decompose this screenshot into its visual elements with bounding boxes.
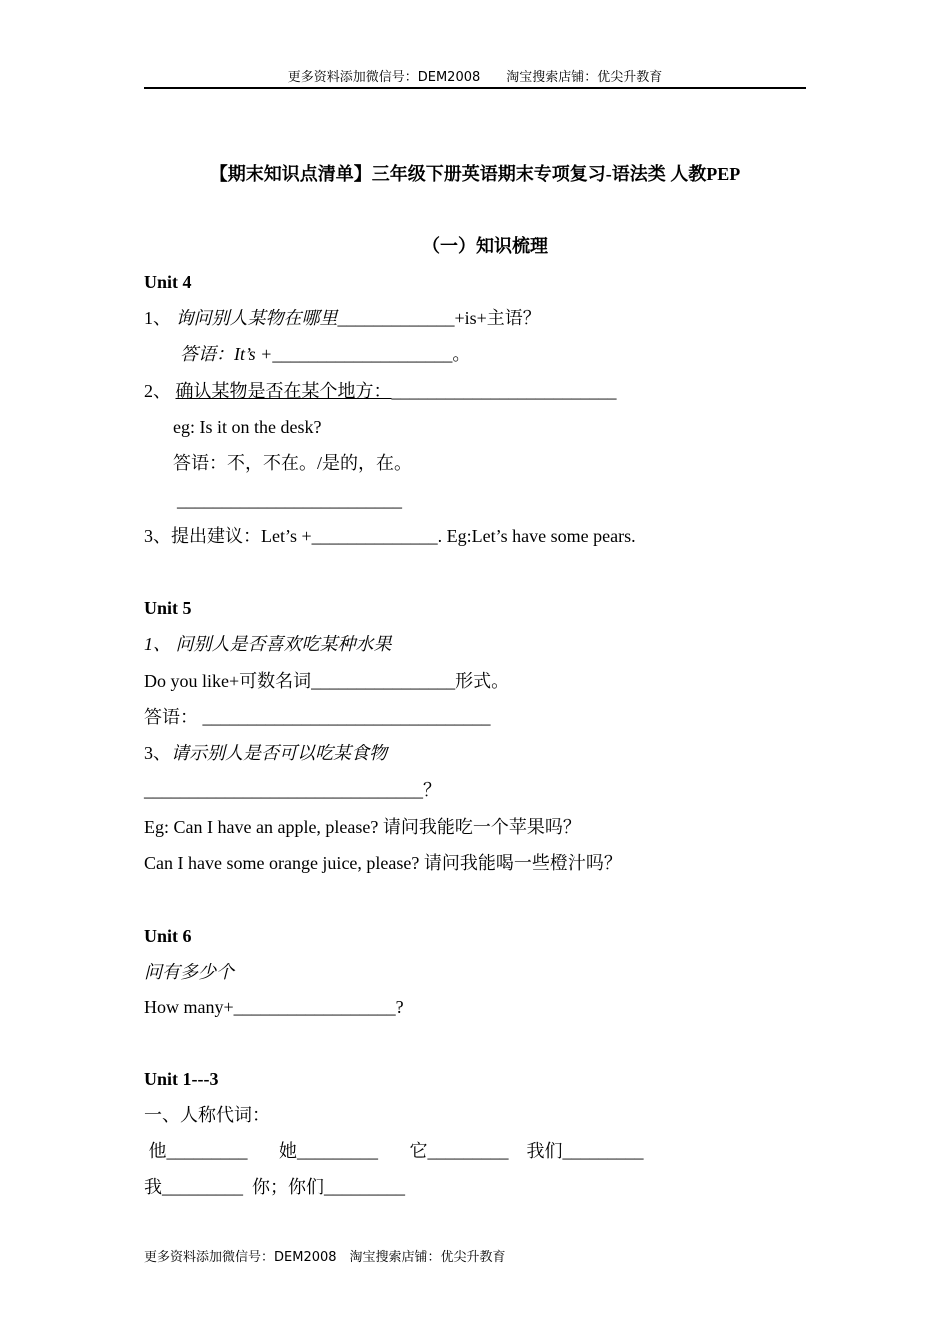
unit5-example-1: Eg: Can I have an apple, please? 请问我能吃一个苹果吗？ [144, 817, 581, 837]
unit5-q3 [144, 741, 387, 765]
unit4-q2-example: eg: Is it on the desk? [173, 417, 322, 437]
unit4-q2-text: 确认某物是否在某个地方： [175, 381, 392, 401]
header-divider [144, 87, 806, 89]
unit4-heading: Unit 4 [144, 272, 192, 292]
page-header: 更多资料添加微信号：DEM2008 淘宝搜索店铺：优尖升教育 [287, 70, 663, 85]
unit5-q3-blank: _______________________________？ [144, 780, 441, 800]
unit5-q1-number: 1、 [144, 634, 176, 654]
unit4-q2-number: 2、 [144, 381, 176, 401]
unit4-q2-tail: _________________________ [391, 381, 617, 401]
unit4-q1-answer-tail: ____________________。 [272, 344, 471, 364]
unit4-q2-answer: 答语：不，不在。/是的，在。 [173, 453, 412, 473]
unit5-example-2: Can I have some orange juice, please? 请问我能喝一些橙汁吗？ [144, 853, 622, 873]
unit4-q1 [144, 306, 541, 330]
unit5-heading: Unit 5 [144, 598, 192, 618]
unit6-heading: Unit 6 [144, 926, 192, 946]
unit5-q1-text: 问别人是否喜欢吃某种水果 [175, 634, 392, 654]
unit5-q3-number: 3、 [144, 743, 171, 763]
unit4-q1-tail: _____________+is+主语？ [337, 308, 541, 328]
unit4-q1-answer-label: 答语： [180, 344, 234, 364]
unit4-q1-text: 询问别人某物在哪里 [175, 308, 338, 328]
unit4-q1-answer-text: It’s + [234, 344, 273, 364]
unit5-q3-text: 请示别人是否可以吃某食物 [171, 743, 387, 763]
page-footer: 更多资料添加微信号：DEM2008 淘宝搜索店铺：优尖升教育 [144, 1250, 506, 1265]
unit5-q1 [144, 632, 392, 656]
unit4-q1-answer [180, 342, 470, 366]
unit4-q1-number: 1、 [144, 308, 176, 328]
unit5-q1-answer: 答语： ________________________________ [144, 707, 491, 727]
unit4-q3: 3、提出建议：Let’s +______________. Eg:Let’s have some pears. [144, 526, 636, 546]
unit4-q2 [144, 379, 617, 403]
unit4-q2-blank: _________________________ [177, 490, 402, 510]
pronoun-row-1: 他_________ 她_________ 它_________ 我们_________ [144, 1141, 644, 1161]
unit6-question: 问有多少个 [144, 962, 234, 982]
section-title: （一）知识梳理 [422, 236, 548, 256]
pronoun-row-2: 我_________ 你；你们_________ [144, 1177, 405, 1197]
unit1-3-heading: Unit 1---3 [144, 1069, 219, 1089]
unit6-line: How many+__________________? [144, 997, 404, 1017]
document-title: 【期末知识点清单】三年级下册英语期末专项复习-语法类 人教PEP [209, 164, 741, 184]
unit5-q1-line: Do you like+可数名词________________形式。 [144, 671, 510, 691]
unit1-3-subheading: 一、人称代词： [144, 1105, 270, 1125]
